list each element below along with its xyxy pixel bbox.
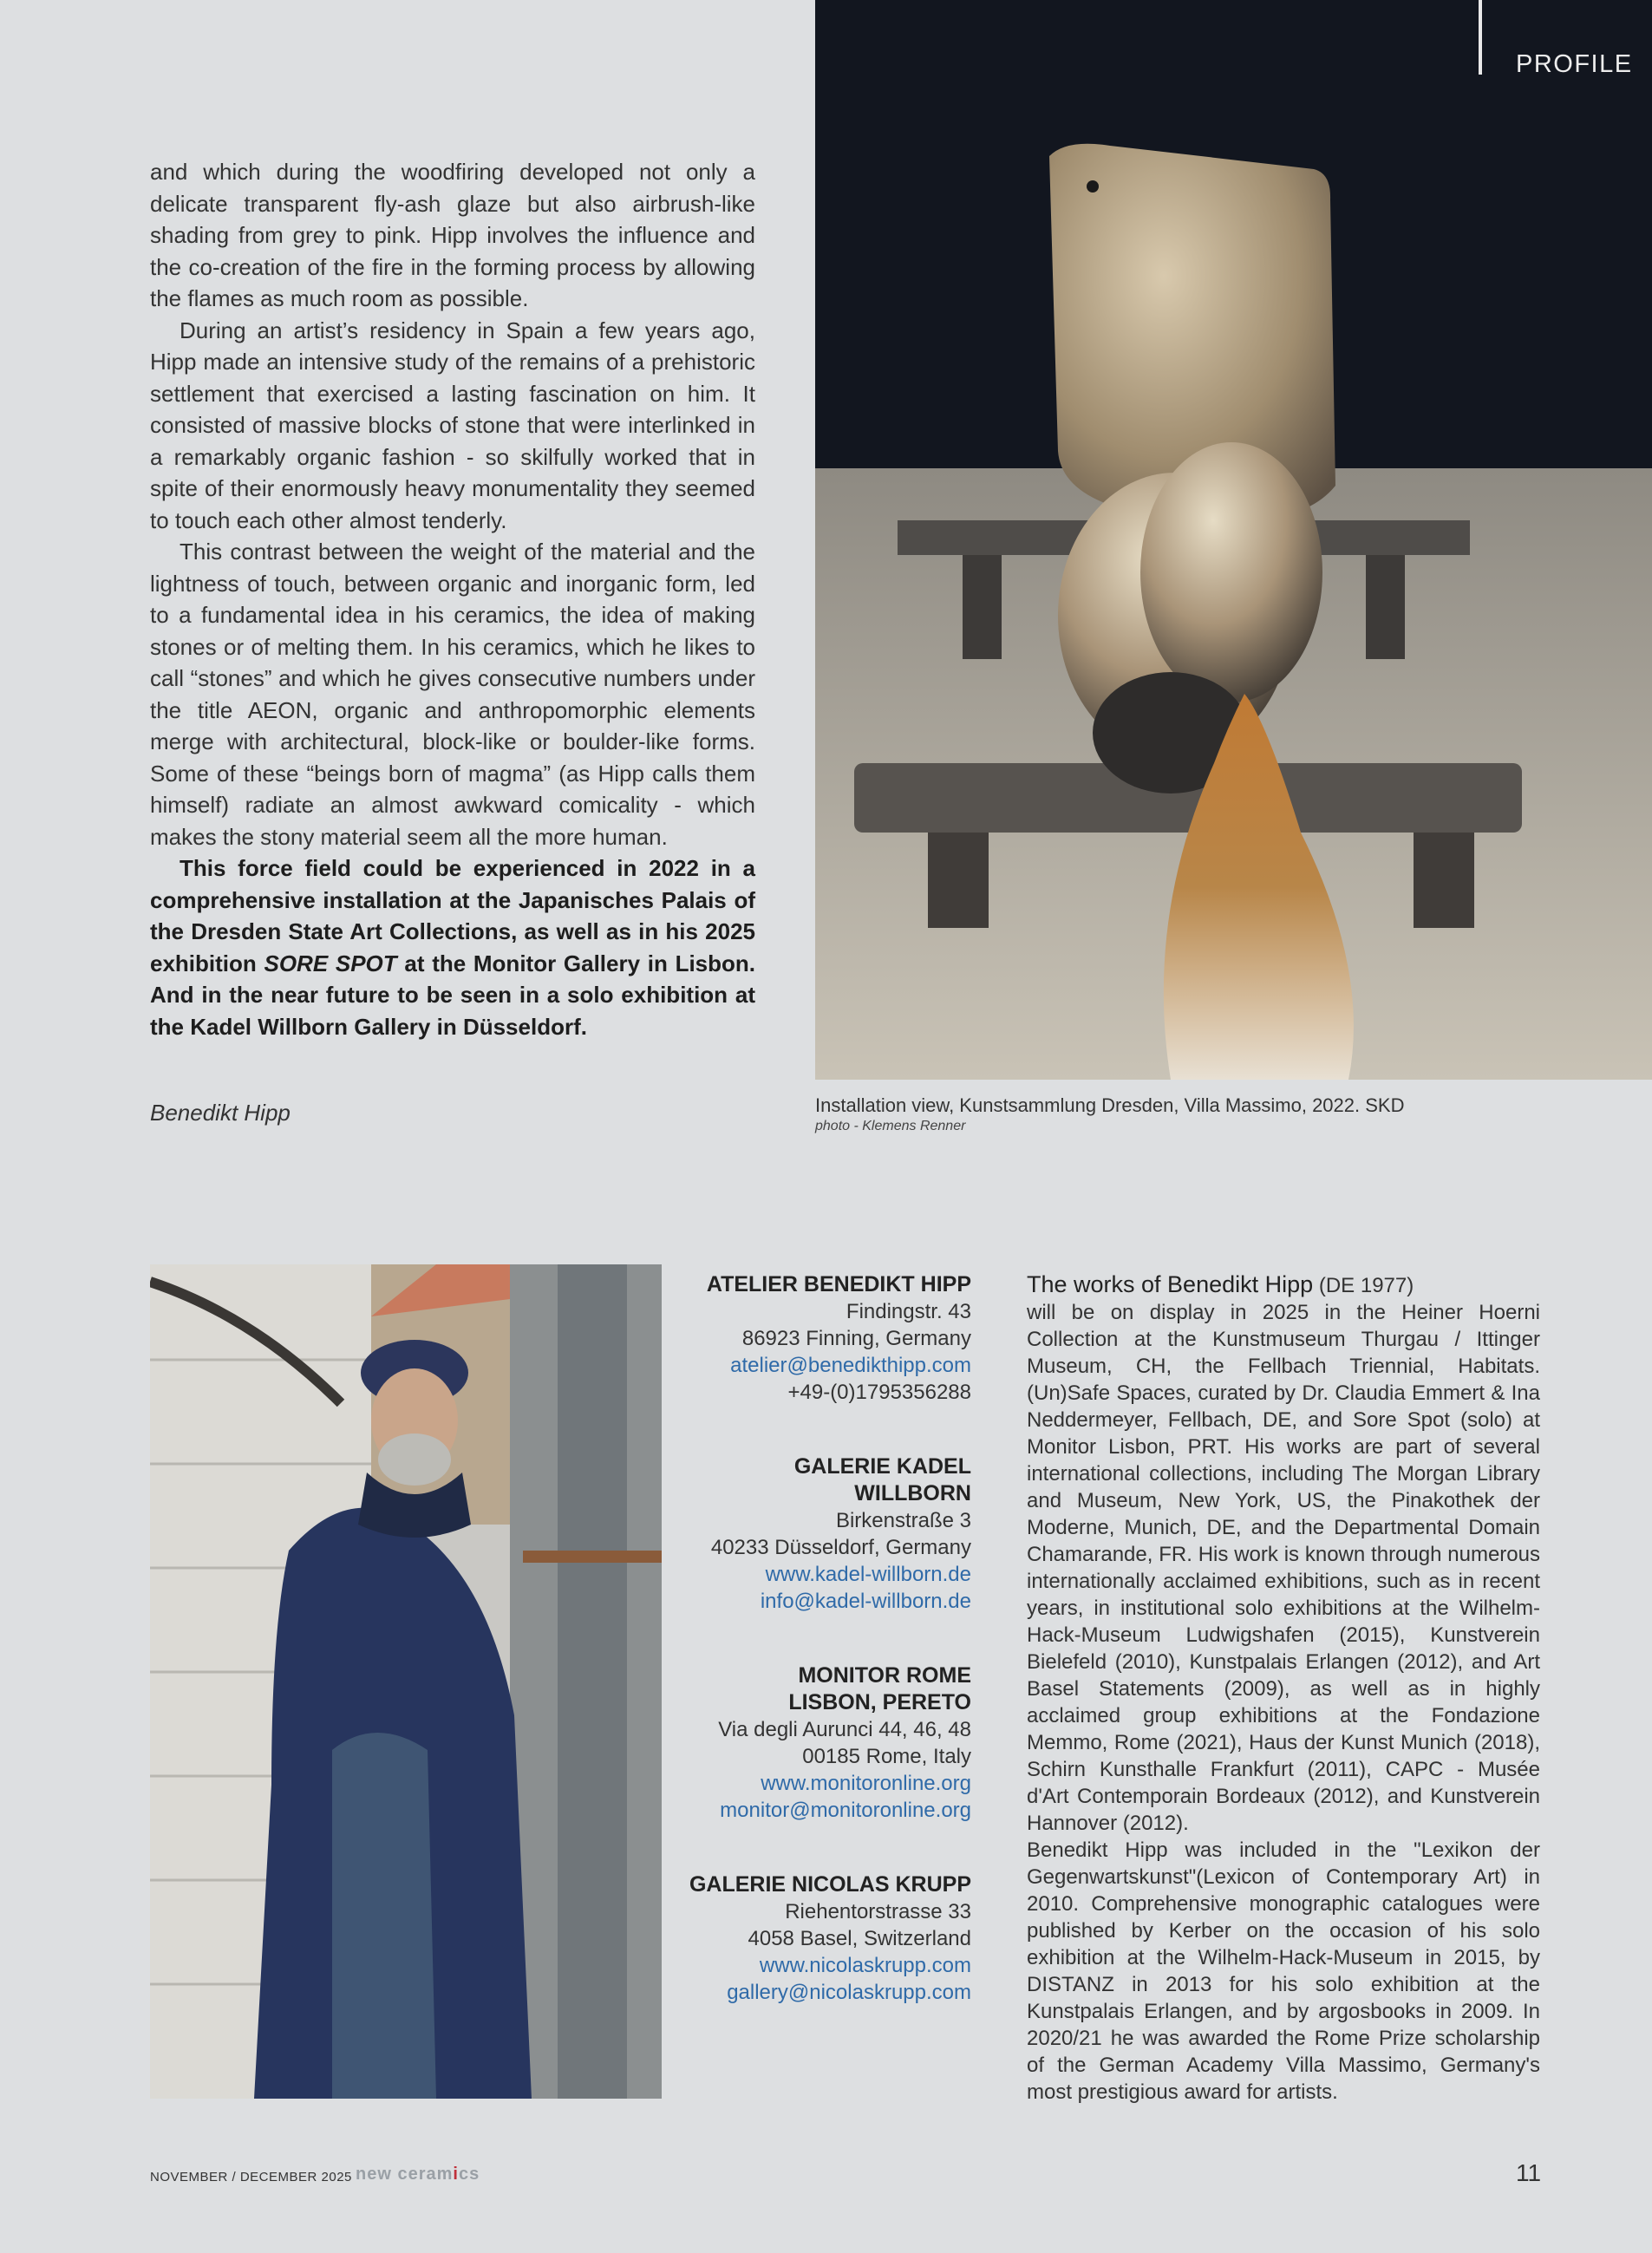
contact-nicolas-krupp — [676, 1871, 971, 2006]
paragraph-highlight — [150, 852, 755, 1042]
contact-list — [676, 1271, 971, 2054]
address-line: 4058 Basel, Switzerland — [748, 1927, 971, 1950]
address-line: Riehentorstrasse 33 — [785, 1900, 971, 1923]
magazine-name: cs — [458, 2165, 480, 2184]
photo-credit: photo - Klemens Renner — [815, 1119, 966, 1133]
address-line: Birkenstraße 3 — [835, 1509, 971, 1532]
website-link[interactable]: www.monitoronline.org — [761, 1772, 971, 1795]
page-number: 11 — [1516, 2159, 1542, 2186]
address-line: 40233 Düsseldorf, Germany — [710, 1536, 971, 1559]
highlight-text: at the Monitor Gallery in Lisbon. And in the near future to be seen in a solo exhibition at the Kadel Willborn Gallery in Düsseldorf. — [150, 950, 756, 1040]
email-link[interactable]: gallery@nicolaskrupp.com — [727, 1981, 971, 2004]
email-link[interactable]: atelier@benedikthipp.com — [730, 1354, 971, 1377]
author-name: Benedikt Hipp — [150, 1100, 291, 1126]
website-link[interactable]: www.nicolaskrupp.com — [759, 1954, 971, 1977]
contact-atelier — [676, 1271, 971, 1406]
phone-number: +49-(0)1795356288 — [787, 1381, 971, 1404]
bio-paragraph: Benedikt Hipp was included in the "Lexikon der Gegenwartskunst"(Lexicon of Contemporary Art) in 2010. Comprehensive monographic catalogues were published by Kerber on the occasion of his solo exhibition at the Wilhelm-Hack-Museum in 2015, by DISTANZ in 2013 for his solo exhibition at the Kunstpalais Erlangen, and by argosbooks in 2009. In 2020/21 he was awarded the Rome Prize scholarship of the German Academy Villa Massimo, Germany's most prestigious award for artists. — [1027, 1838, 1540, 2104]
issue-date: NOVEMBER / DECEMBER 2025 — [150, 2170, 352, 2184]
photo-caption: Installation view, Kunstsammlung Dresden, Villa Massimo, 2022. SKD — [815, 1094, 1405, 1116]
address-line: 00185 Rome, Italy — [802, 1745, 971, 1768]
bio-heading: The works of Benedikt Hipp — [1027, 1271, 1314, 1297]
paragraph: and which during the woodfiring developed not only a delicate transparent fly-ash glaze but also airbrush-like shading from grey to pink. Hipp involves the influence and the co-creation of the fire in the forming process by allowing the flames as much room as possible. — [150, 159, 755, 311]
section-label: PROFILE — [1516, 50, 1633, 78]
contact-name: MONITOR ROME LISBON, PERETO — [788, 1663, 971, 1714]
installation-photo — [815, 0, 1652, 1080]
exhibition-title: SORE SPOT — [264, 950, 397, 976]
artist-bio — [1027, 1271, 1540, 2106]
bio-paragraph: will be on display in 2025 in the Heiner Hoerni Collection at the Kunstmuseum Thurgau / Ittinger Museum, CH, the Fellbach Triennial, Habitats. (Un)Safe Spaces, curated by Dr. Claudia Emmert & Ina Neddermeyer, Fellbach, DE, and Sore Spot (solo) at Monitor Lisbon, PRT. His works are part of several international collections, including The Morgan Library and Museum, New York, US, the Pinakothek der Moderne, Munich, DE, and the Departmental Domain Chamarande, FR. His work is known through numerous internationally acclaimed exhibitions, such as in recent years, in institutional solo exhibitions at the Wilhelm-Hack-Museum Ludwigshafen (2015), Kunstverein Bielefeld (2010), Kunstpalais Erlangen (2012), and Art Basel Statements (2009), as well as in highly acclaimed group exhibitions at the Fondazione Memmo, Rome (2021), Haus der Kunst Munich (2018), Schirn Kunsthalle Frankfurt (2011), CAPC - Musée d'Art Contemporain Bordeaux (2012), and Kunstverein Hannover (2012). — [1027, 1301, 1540, 1835]
header-rule — [1479, 0, 1482, 75]
magazine-name: new ceram — [356, 2165, 454, 2184]
artist-portrait — [150, 1264, 662, 2099]
bio-years: (DE 1977) — [1313, 1274, 1414, 1297]
contact-name: GALERIE KADEL WILLBORN — [793, 1454, 971, 1505]
contact-monitor — [676, 1662, 971, 1824]
address-line: Via degli Aurunci 44, 46, 48 — [718, 1718, 971, 1741]
address-line: Findingstr. 43 — [846, 1300, 971, 1323]
website-link[interactable]: www.kadel-willborn.de — [765, 1563, 971, 1586]
address-line: 86923 Finning, Germany — [741, 1327, 971, 1350]
contact-kadel-willborn — [676, 1453, 971, 1615]
article-body — [150, 156, 755, 1042]
highlight-text: This force field could be experienced in 2022 in a comprehensive installation at the Japanisches Palais of the Dresden State Art Collections, as well as in his 2025 exhibition — [150, 855, 755, 976]
contact-name: ATELIER BENEDIKT HIPP — [706, 1272, 971, 1296]
magazine-name-accent: i — [453, 2165, 459, 2184]
email-link[interactable]: monitor@monitoronline.org — [720, 1799, 971, 1822]
paragraph: During an artist’s residency in Spain a few years ago, Hipp made an intensive study of the remains of a prehistoric settlement that exercised a lasting fascination on him. It consisted of massive blocks of stone that were interlinked in a remarkably organic fashion - so skilfully worked that in spite of their enormously heavy monumentality they seemed to touch each other almost tenderly. — [150, 317, 755, 533]
magazine-logo — [356, 2165, 480, 2184]
contact-name: GALERIE NICOLAS KRUPP — [689, 1872, 971, 1897]
paragraph: This contrast between the weight of the material and the lightness of touch, between organic and inorganic form, led to a fundamental idea in his ceramics, the idea of making stones or of melting them. In his ceramics, which he likes to call “stones” and which he gives consecutive numbers under the title AEON, organic and anthropomorphic elements merge with architectural, block-like or boulder-like forms. Some of these “beings born of magma” (as Hipp calls them himself) radiate an almost awkward comicality - which makes the stony material seem all the more human. — [150, 539, 755, 850]
email-link[interactable]: info@kadel-willborn.de — [760, 1590, 971, 1613]
